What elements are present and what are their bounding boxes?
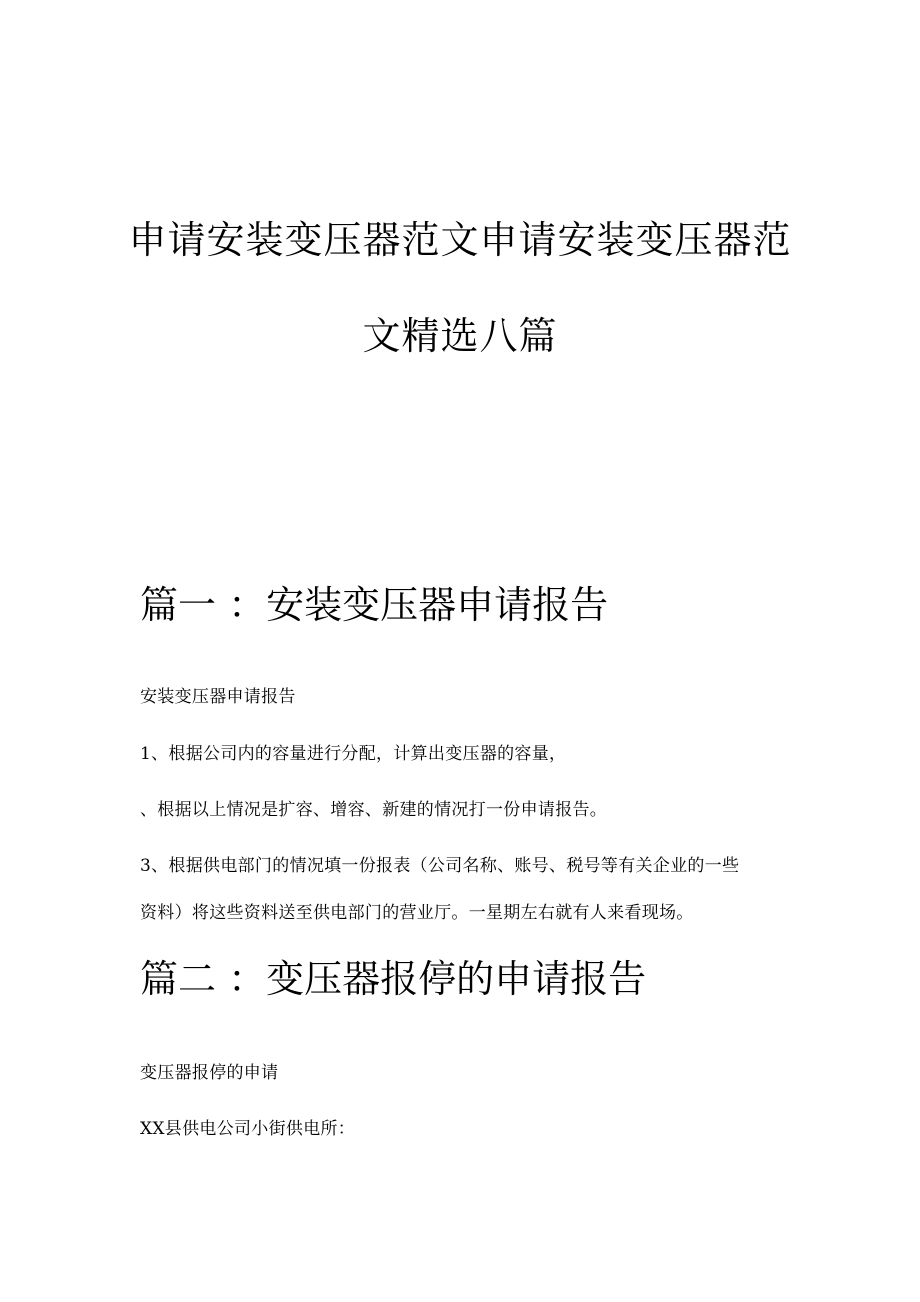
section-1-paragraph: 1、根据公司内的容量进行分配，计算出变压器的容量， xyxy=(140,744,567,764)
section-1-paragraph: 安装变压器申请报告 xyxy=(140,687,296,707)
document-title-line-2: 文精选八篇 xyxy=(362,314,558,358)
section-1-heading: 篇一 ：安装变压器申请报告 xyxy=(140,583,609,627)
section-2-heading: 篇二 ：变压器报停的申请报告 xyxy=(140,957,647,1001)
document-title-line-1: 申请安装变压器范文申请安装变压器范 xyxy=(128,218,792,262)
section-1-paragraph: 、根据以上情况是扩容、增容、新建的情况打一份申请报告。 xyxy=(140,800,608,820)
section-1-paragraph: 资料）将这些资料送至供电部门的营业厅。一星期左右就有人来看现场。 xyxy=(140,903,694,923)
section-2-paragraph: XX县供电公司小街供电所： xyxy=(140,1119,356,1139)
section-2-paragraph: 变压器报停的申请 xyxy=(140,1063,279,1083)
section-1-paragraph: 3、根据供电部门的情况填一份报表（公司名称、账号、税号等有关企业的一些 xyxy=(140,856,740,876)
